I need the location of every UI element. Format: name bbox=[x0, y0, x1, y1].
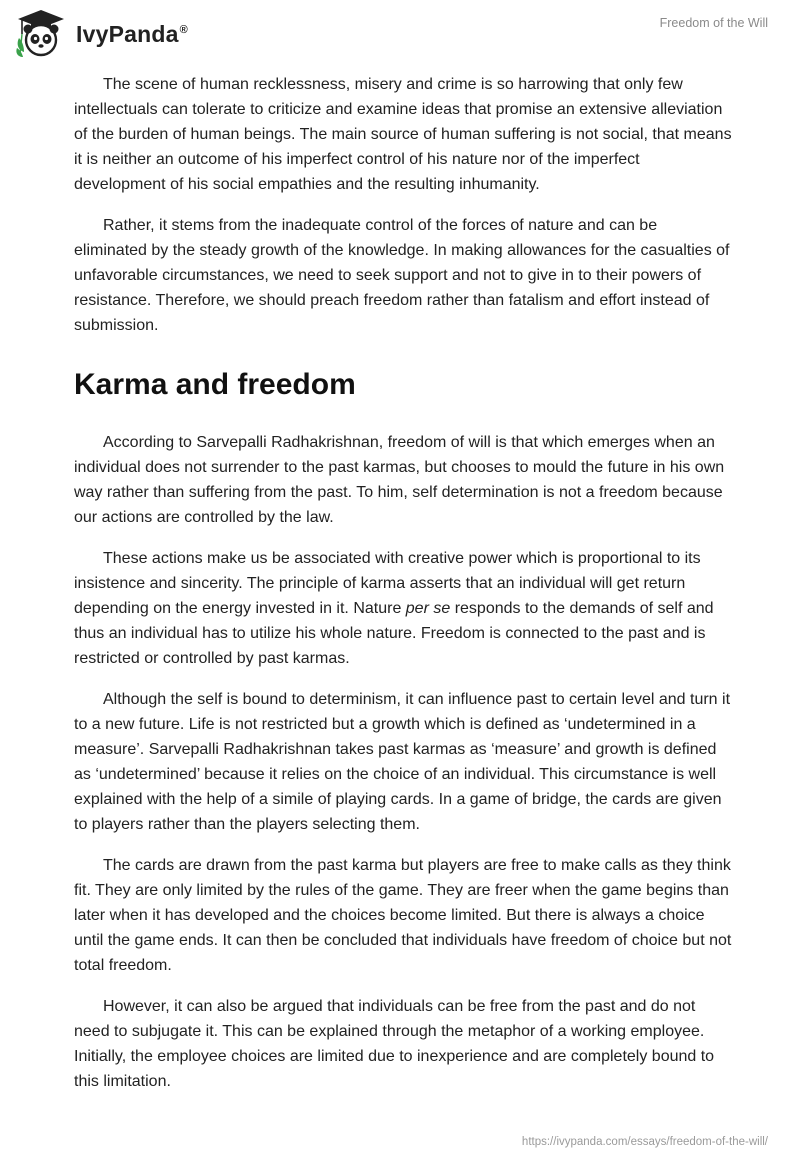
paragraph-6: The cards are drawn from the past karma but players are free to make calls as they think fit. They are only limited by the rules of the game. They are freer when the game begins than later when it has developed and the choices become limited. But there is always a choice until the game ends. It can then be concluded that individuals have freedom of choice but not total freedom. bbox=[74, 857, 732, 974]
panda-graduate-logo-icon bbox=[14, 8, 68, 60]
paragraph-4-text-a: These actions make us be associated with creative power which is proportional to its insistence and sincerity. The principle of karma asserts that an individual will get return depending on the energy invested in it. Nature bbox=[74, 550, 701, 617]
paragraph-4-emphasis: per se bbox=[405, 600, 451, 617]
page-header bbox=[0, 0, 800, 70]
brand-name: IvyPanda® bbox=[76, 20, 188, 47]
paragraph-3: According to Sarvepalli Radhakrishnan, freedom of will is that which emerges when an individual does not surrender to the past karmas, but chooses to mould the future in his own way rather than suffering from the past. To him, self determination is not a freedom because our actions are controlled by the law. bbox=[74, 434, 725, 526]
section-heading-karma-and-freedom: Karma and freedom bbox=[74, 368, 356, 401]
document-title: Freedom of the Will bbox=[659, 16, 768, 30]
paragraph-7: However, it can also be argued that individuals can be free from the past and do not need to subjugate it. This can be explained through the metaphor of a working employee. Initially, the employee choices are limited due to inexperience and are completely bound to this limitation. bbox=[74, 998, 715, 1090]
brand-logo[interactable] bbox=[14, 8, 188, 60]
paragraph-5: Although the self is bound to determinism, it can influence past to certain level and turn it to a new future. Life is not restricted but a growth which is defined as ‘undetermined in a measure’. Sarvepalli Radhakrishnan takes past karmas as ‘measure’ and growth is defined as ‘undetermined’ because it relies on the choice of an individual. This circumstance is well explained with the help of a simile of playing cards. In a game of bridge, the cards are given to players rather than the players selecting them. bbox=[74, 691, 731, 833]
paragraph-2: Rather, it stems from the inadequate control of the forces of nature and can be eliminated by the steady growth of the knowledge. In making allowances for the casualties of unfavorable circumstances, we need to seek support and not to give in to their powers of resistance. Therefore, we should preach freedom rather than fatalism and effort instead of submission. bbox=[74, 217, 730, 334]
paragraph-4-text-b: responds to the demands of self and thus an individual has to utilize his whole nature. Freedom is connected to the past and is restricted or controlled by past karmas. bbox=[74, 600, 714, 667]
essay-body bbox=[74, 72, 734, 1110]
source-url-link[interactable]: https://ivypanda.com/essays/freedom-of-the-will/ bbox=[521, 1136, 768, 1148]
paragraph-1: The scene of human recklessness, misery and crime is so harrowing that only few intellectuals can tolerate to criticize and examine ideas that promise an extensive alleviation of the burden of human beings. The main source of human suffering is not social, that means it is neither an outcome of his imperfect control of his nature nor of the imperfect development of his social empathies and the resulting inhumanity. bbox=[74, 76, 732, 193]
registered-mark: ® bbox=[179, 23, 188, 36]
paragraph-4 bbox=[74, 546, 734, 671]
